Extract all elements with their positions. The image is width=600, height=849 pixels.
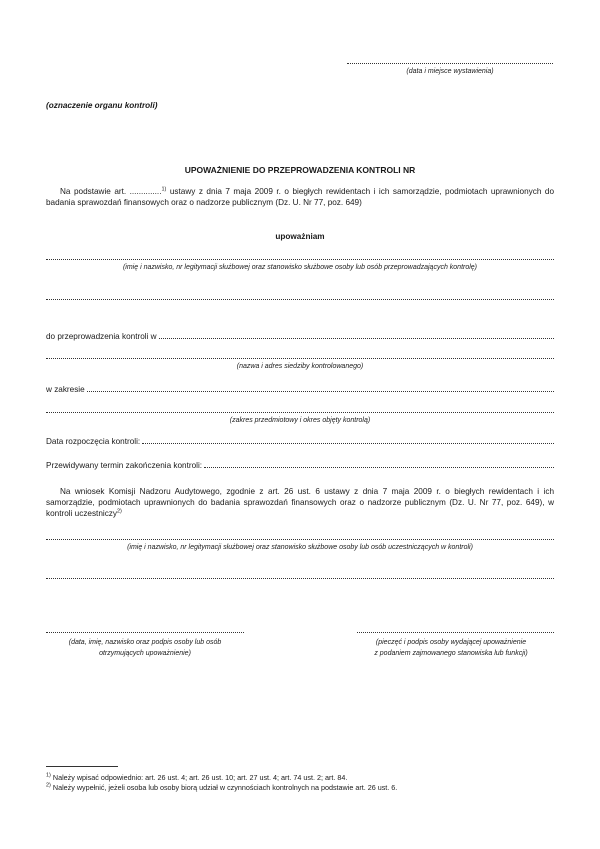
footnote-ref-2: 2) — [117, 508, 122, 515]
participants-field-line-2[interactable] — [46, 577, 554, 579]
footnote-divider — [46, 766, 118, 767]
right-signature-caption — [348, 637, 554, 659]
footnote-ref-1: 1) — [161, 186, 167, 193]
scope-field-line-2[interactable] — [46, 411, 554, 413]
participants-caption: (imię i nazwisko, nr legitymacji służbowej oraz stanowisko służbowe osoby lub osób uczestniczących w kontroli) — [127, 544, 473, 551]
right-signature-caption-line2: z podaniem zajmowanego stanowiska lub funkcji) — [374, 650, 528, 657]
intro-part1: Na podstawie art. .............. — [60, 187, 162, 196]
entity-field-line[interactable] — [46, 357, 554, 359]
entity-caption: (nazwa i adres siedziby kontrolowanego) — [236, 363, 364, 370]
start-date-label: Data rozpoczęcia kontroli: — [46, 437, 141, 446]
left-signature-caption-line2: otrzymujących upoważnienie) — [99, 650, 191, 657]
footnote-1-text: Należy wpisać odpowiednio: art. 26 ust. 4; art. 26 ust. 10; art. 27 ust. 4; art. 74 ust. 2; art. 84. — [52, 773, 348, 782]
footnote-1 — [46, 773, 554, 783]
document-title: UPOWAŻNIENIE DO PRZEPROWADZENIA KONTROLI NR — [184, 165, 416, 175]
date-place-line[interactable] — [347, 62, 553, 64]
request-text: Na wniosek Komisji Nadzoru Audytowego, zgodnie z art. 26 ust. 6 ustawy z dnia 7 maja 2009 r. o biegłych rewidentach i ich samorządzie, podmiotach uprawnionych do badania sprawozdań finansowych oraz o nadzorze publicznym (Dz. U. Nr 77, poz. 649), w kontroli uczestniczy — [46, 487, 554, 518]
end-date-dots — [204, 467, 554, 468]
right-signature-caption-line1: (pieczęć i podpis osoby wydającej upoważnienie — [375, 639, 527, 646]
footnote-2-ref: 2) — [46, 782, 51, 789]
footnote-2 — [46, 783, 554, 793]
scope-dots — [87, 391, 554, 392]
participants-field-line[interactable] — [46, 538, 554, 540]
left-signature-line[interactable] — [46, 631, 244, 633]
scope-caption: (zakres przedmiotowy i okres objęty kontrolą) — [229, 417, 371, 424]
intro-paragraph — [46, 186, 554, 208]
left-signature-caption — [46, 637, 244, 659]
control-at-dots — [159, 338, 554, 339]
person-caption: (imię i nazwisko, nr legitymacji służbowej oraz stanowisko służbowe osoby lub osób przeprowadzających kontrolę) — [122, 264, 478, 271]
footnote-2-text: Należy wypełnić, jeżeli osoba lub osoby biorą udział w czynnościach kontrolnych na podstawie art. 26 ust. 6. — [52, 783, 398, 792]
start-date-dots — [142, 443, 554, 444]
scope-label: w zakresie — [46, 385, 85, 394]
request-paragraph — [46, 486, 554, 519]
control-at-field[interactable] — [46, 329, 554, 341]
control-at-label: do przeprowadzenia kontroli w — [46, 332, 157, 341]
intro-part2: ustawy z dnia 7 maja 2009 r. o biegłych rewidentach i ich samorządzie, podmiotach uprawnionych do badania sprawozdań finansowych oraz o nadzorze publicznym (Dz. U. Nr 77, poz. 649) — [46, 187, 554, 207]
right-signature-line[interactable] — [357, 631, 554, 633]
footnote-1-ref: 1) — [46, 772, 51, 779]
end-date-field[interactable] — [46, 458, 554, 470]
end-date-label: Przewidywany termin zakończenia kontroli: — [46, 461, 203, 470]
authorize-heading: upoważniam — [275, 232, 325, 241]
scope-field[interactable] — [46, 382, 554, 394]
person-field-line-2[interactable] — [46, 298, 554, 300]
date-place-caption: (data i miejsce wystawienia) — [406, 68, 494, 75]
organ-label: (oznaczenie organu kontroli) — [46, 101, 158, 110]
start-date-field[interactable] — [46, 434, 554, 446]
left-signature-caption-line1: (data, imię, nazwisko oraz podpis osoby lub osób — [68, 639, 222, 646]
person-field-line[interactable] — [46, 258, 554, 260]
